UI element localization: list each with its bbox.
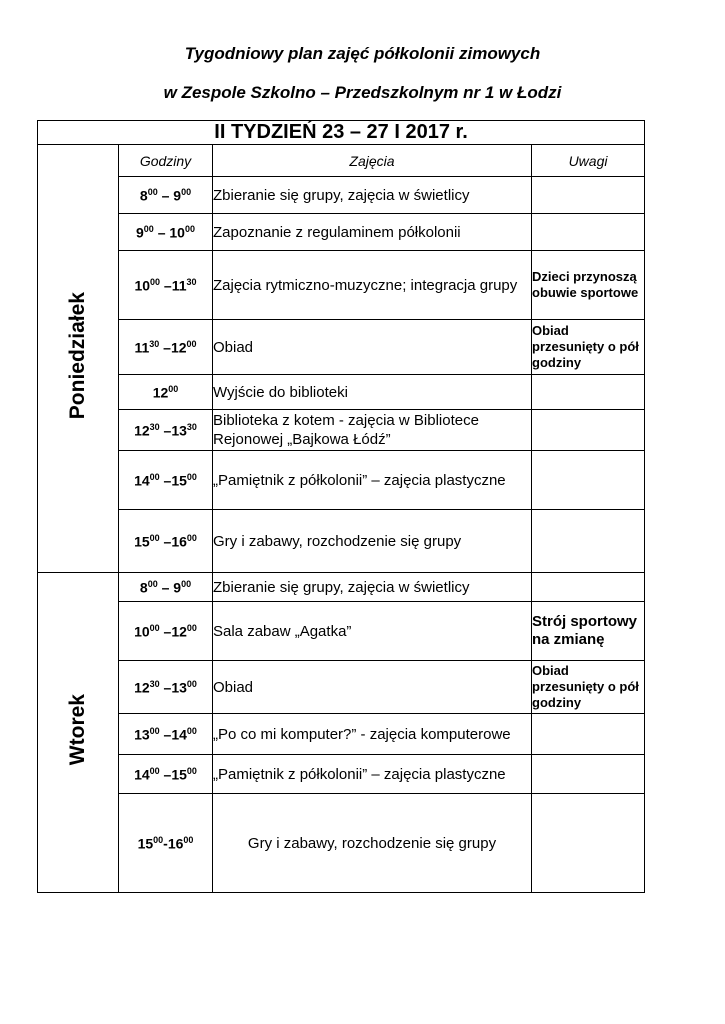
hour-start: 15 (134, 533, 150, 550)
week-header: II TYDZIEŃ 23 – 27 I 2017 r. (38, 121, 645, 145)
notes-cell (532, 755, 645, 794)
hours-cell (119, 794, 213, 893)
hour-end: 9 (173, 579, 182, 596)
schedule-row (38, 214, 645, 251)
schedule-row (38, 177, 645, 214)
schedule-row (38, 410, 645, 451)
hour-separator: – (159, 726, 172, 743)
hour-end: 12 (170, 339, 187, 356)
hours-cell (119, 251, 213, 320)
hour-end: 16 (167, 835, 184, 852)
schedule-body (38, 121, 645, 893)
hour-end: 12 (171, 623, 187, 640)
activity-cell: Zajęcia rytmiczno-muzyczne; integracja grupy (213, 251, 532, 320)
hour-start: 15 (137, 835, 154, 852)
hour-end: 13 (171, 422, 187, 439)
hours-cell (119, 375, 213, 410)
notes-cell (532, 573, 645, 602)
hours-cell (119, 755, 213, 794)
schedule-row (38, 251, 645, 320)
hour-separator: – (159, 533, 172, 550)
minute-start: 00 (168, 383, 179, 394)
minute-end: 00 (186, 678, 197, 689)
activity-cell: Gry i zabawy, rozchodzenie się grupy (213, 794, 532, 893)
hours-cell (119, 573, 213, 602)
hour-separator: – (160, 277, 172, 294)
hour-start: 12 (134, 422, 150, 439)
hours-cell (119, 510, 213, 573)
hours-cell (119, 410, 213, 451)
notes-cell (532, 214, 645, 251)
day-cell (38, 573, 119, 893)
column-header-hours: Godziny (119, 145, 213, 177)
hour-end: 14 (171, 726, 187, 743)
activity-cell: „Pamiętnik z półkolonii” – zajęcia plastyczne (213, 755, 532, 794)
schedule-row (38, 661, 645, 714)
hour-end: 16 (171, 533, 187, 550)
hour-separator: - (163, 835, 168, 852)
minute-start: 00 (149, 725, 160, 736)
schedule-row (38, 755, 645, 794)
schedule-row (38, 375, 645, 410)
hour-end: 15 (171, 766, 187, 783)
hour-start: 9 (136, 224, 144, 241)
activity-cell: „Pamiętnik z półkolonii” – zajęcia plastyczne (213, 451, 532, 510)
column-header-notes: Uwagi (532, 145, 645, 177)
hours-cell (119, 320, 213, 375)
schedule-row (38, 510, 645, 573)
notes-cell (532, 794, 645, 893)
schedule-table (37, 120, 645, 893)
hour-separator: – (159, 766, 172, 783)
hour-end: 9 (173, 187, 182, 204)
hours-cell (119, 602, 213, 661)
hour-separator: – (159, 623, 172, 640)
hour-end: 11 (171, 277, 187, 294)
minute-start: 00 (149, 765, 160, 776)
minute-end: 00 (184, 223, 195, 234)
hour-start: 14 (134, 472, 150, 489)
activity-cell: Zbieranie się grupy, zajęcia w świetlicy (213, 177, 532, 214)
notes-cell: Strój sportowy na zmianę (532, 602, 645, 661)
hours-cell (119, 451, 213, 510)
minute-end: 00 (186, 765, 197, 776)
minute-start: 00 (150, 276, 161, 287)
hours-cell (119, 661, 213, 714)
minute-start: 30 (149, 678, 160, 689)
activity-cell: „Po co mi komputer?” - zajęcia komputerowe (213, 714, 532, 755)
minute-start: 30 (149, 338, 160, 349)
document-subtitle: w Zespole Szkolno – Przedszkolnym nr 1 w Łodzi (163, 83, 562, 102)
activity-cell: Wyjście do biblioteki (213, 375, 532, 410)
activity-cell: Obiad (213, 661, 532, 714)
notes-cell (532, 177, 645, 214)
hour-separator: – (157, 187, 174, 204)
hour-end: 10 (169, 224, 185, 241)
minute-end: 00 (181, 578, 192, 589)
notes-cell: Dzieci przynoszą obuwie sportowe (532, 251, 645, 320)
hour-separator: – (159, 339, 171, 356)
notes-cell (532, 714, 645, 755)
activity-cell: Biblioteka z kotem - zajęcia w Bibliotece Rejonowej „Bajkowa Łódź” (213, 410, 532, 451)
activity-cell: Sala zabaw „Agatka” (213, 602, 532, 661)
hour-start: 12 (134, 679, 150, 696)
notes-cell (532, 375, 645, 410)
hour-start: 10 (134, 623, 150, 640)
minute-end: 30 (186, 421, 197, 432)
hour-start: 11 (134, 339, 150, 356)
hour-separator: – (159, 472, 172, 489)
minute-end: 30 (186, 276, 197, 287)
hour-start: 8 (139, 579, 148, 596)
notes-cell: Obiad przesunięty o pół godziny (532, 661, 645, 714)
notes-cell: Obiad przesunięty o pół godziny (532, 320, 645, 375)
notes-cell (532, 510, 645, 573)
schedule-row (38, 602, 645, 661)
hour-separator: – (159, 679, 172, 696)
minute-end: 00 (186, 532, 197, 543)
hour-start: 10 (134, 277, 151, 294)
day-label: Poniedziałek (66, 292, 89, 420)
minute-start: 00 (143, 223, 154, 234)
hour-end: 15 (171, 472, 187, 489)
minute-start: 00 (153, 834, 164, 845)
schedule-row (38, 573, 645, 602)
hour-end: 13 (171, 679, 187, 696)
minute-end: 00 (183, 834, 194, 845)
hour-start: 8 (139, 187, 148, 204)
document-title: Tygodniowy plan zajęć półkolonii zimowych (184, 44, 541, 63)
activity-cell: Zapoznanie z regulaminem półkolonii (213, 214, 532, 251)
schedule-row (38, 714, 645, 755)
minute-start: 00 (149, 622, 160, 633)
activity-cell: Gry i zabawy, rozchodzenie się grupy (213, 510, 532, 573)
notes-cell (532, 410, 645, 451)
minute-start: 00 (149, 471, 160, 482)
minute-end: 00 (186, 338, 197, 349)
hour-start: 12 (152, 384, 169, 401)
week-header-row (38, 121, 645, 145)
minute-end: 00 (186, 725, 197, 736)
notes-cell (532, 451, 645, 510)
hour-start: 14 (134, 766, 150, 783)
column-header-activity: Zajęcia (213, 145, 532, 177)
day-cell (38, 145, 119, 573)
hours-cell (119, 214, 213, 251)
hours-cell (119, 714, 213, 755)
activity-cell: Obiad (213, 320, 532, 375)
schedule-row (38, 451, 645, 510)
hour-separator: – (157, 579, 174, 596)
minute-start: 00 (147, 186, 158, 197)
minute-end: 00 (181, 186, 192, 197)
activity-cell: Zbieranie się grupy, zajęcia w świetlicy (213, 573, 532, 602)
hour-separator: – (153, 224, 170, 241)
column-header-row (38, 145, 645, 177)
hour-separator: – (159, 422, 172, 439)
minute-start: 00 (147, 578, 158, 589)
schedule-row (38, 320, 645, 375)
minute-end: 00 (186, 622, 197, 633)
hour-start: 13 (134, 726, 150, 743)
minute-start: 00 (149, 532, 160, 543)
hours-cell (119, 177, 213, 214)
minute-end: 00 (186, 471, 197, 482)
day-label: Wtorek (66, 694, 89, 766)
schedule-row (38, 794, 645, 893)
minute-start: 30 (149, 421, 160, 432)
